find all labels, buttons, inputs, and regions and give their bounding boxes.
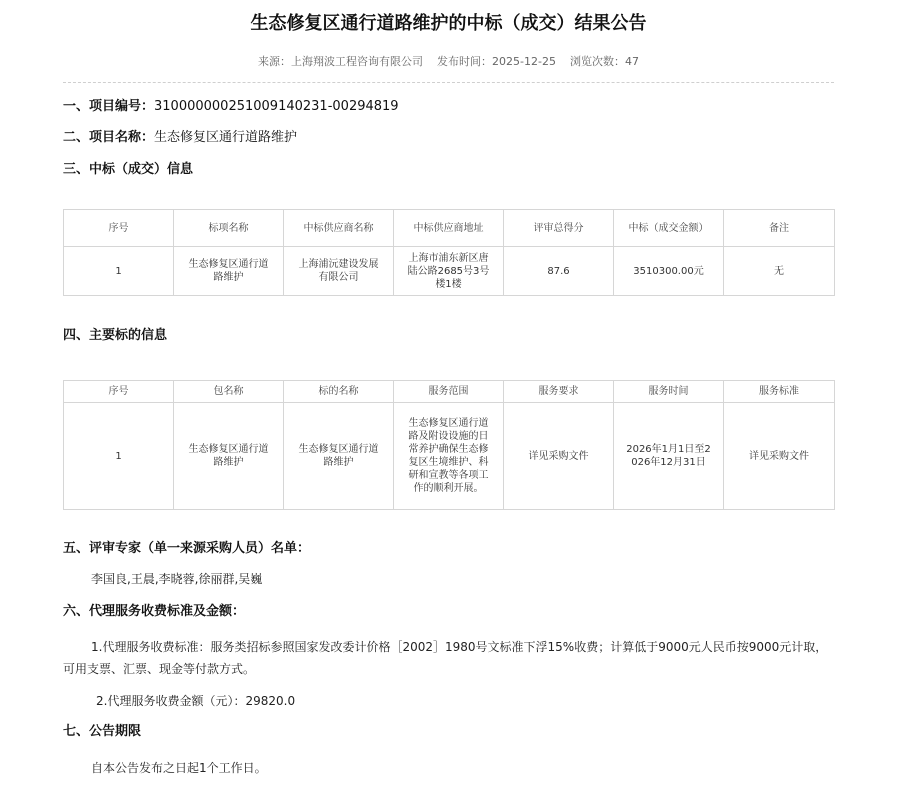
meta-published: 发布时间：2025-12-25 <box>437 55 556 68</box>
table-cell: 无 <box>724 247 835 296</box>
meta-line <box>63 54 834 70</box>
header-cell: 序号 <box>64 381 174 403</box>
header-cell: 中标供应商名称 <box>284 210 394 247</box>
section-award-info: 三、中标（成交）信息 <box>63 162 194 177</box>
table-cell: 87.6 <box>504 247 614 296</box>
header-cell: 备注 <box>724 210 835 247</box>
table-cell: 生态修复区通行道路维护 <box>284 403 394 510</box>
table-cell: 上海浦沅建设发展有限公司 <box>284 247 394 296</box>
period-text: 自本公告发布之日起1个工作日。 <box>91 761 267 775</box>
section-project-name-label: 二、项目名称： <box>63 130 155 145</box>
subject-table <box>63 380 835 510</box>
project-number-value: 310000000251009140231-00294819 <box>154 99 399 114</box>
page-title: 生态修复区通行道路维护的中标（成交）结果公告 <box>250 13 647 34</box>
header-cell: 标项名称 <box>174 210 284 247</box>
table-row <box>64 247 835 296</box>
table-cell: 上海市浦东新区唐陆公路2685号3号楼1楼 <box>394 247 504 296</box>
header-cell: 服务要求 <box>504 381 614 403</box>
experts-list: 李国良,王晨,李晓蓉,徐丽群,吴巍 <box>91 572 263 586</box>
header-cell: 评审总得分 <box>504 210 614 247</box>
header-cell: 服务范围 <box>394 381 504 403</box>
fee-standard: 1.代理服务收费标准：服务类招标参照国家发改委计价格［2002］1980号文标准下浮15%收费；计算低于9000元人民币按9000元计取，可用支票、汇票、现金等付款方式。 <box>63 640 828 676</box>
table-cell: 3510300.00元 <box>614 247 724 296</box>
section-project-number <box>63 98 399 116</box>
header-cell: 中标供应商地址 <box>394 210 504 247</box>
table-cell: 生态修复区通行道路及附设设施的日常养护确保生态修复区生境维护、科研和宣教等各项工作的顺利开展。 <box>394 403 504 510</box>
table-cell: 详见采购文件 <box>504 403 614 510</box>
table-cell: 1 <box>64 403 174 510</box>
section-project-number-label: 一、项目编号： <box>63 99 155 114</box>
section-project-name <box>63 129 297 147</box>
section-fee: 六、代理服务收费标准及金额： <box>63 604 246 619</box>
section-subject-info: 四、主要标的信息 <box>63 328 168 343</box>
header-cell: 中标（成交金额） <box>614 210 724 247</box>
table-cell: 详见采购文件 <box>724 403 835 510</box>
meta-source: 来源：上海翔波工程咨询有限公司 <box>258 55 424 68</box>
section-period: 七、公告期限 <box>63 724 142 739</box>
table-cell: 生态修复区通行道路维护 <box>174 403 284 510</box>
table-row <box>64 403 835 510</box>
divider <box>63 82 834 83</box>
table-cell: 2026年1月1日至2026年12月31日 <box>614 403 724 510</box>
header-cell: 服务标准 <box>724 381 835 403</box>
project-name-value: 生态修复区通行道路维护 <box>154 130 298 145</box>
fee-amount: 2.代理服务收费金额（元）：29820.0 <box>96 694 296 708</box>
table-header-row <box>64 210 835 247</box>
table-cell: 1 <box>64 247 174 296</box>
table-cell: 生态修复区通行道路维护 <box>174 247 284 296</box>
header-cell: 服务时间 <box>614 381 724 403</box>
award-table <box>63 209 835 296</box>
announcement <box>63 0 834 775</box>
header-cell: 标的名称 <box>284 381 394 403</box>
section-experts: 五、评审专家（单一来源采购人员）名单： <box>63 541 311 556</box>
header-cell: 序号 <box>64 210 174 247</box>
meta-views: 浏览次数：47 <box>569 55 639 68</box>
table-header-row <box>64 381 835 403</box>
header-cell: 包名称 <box>174 381 284 403</box>
